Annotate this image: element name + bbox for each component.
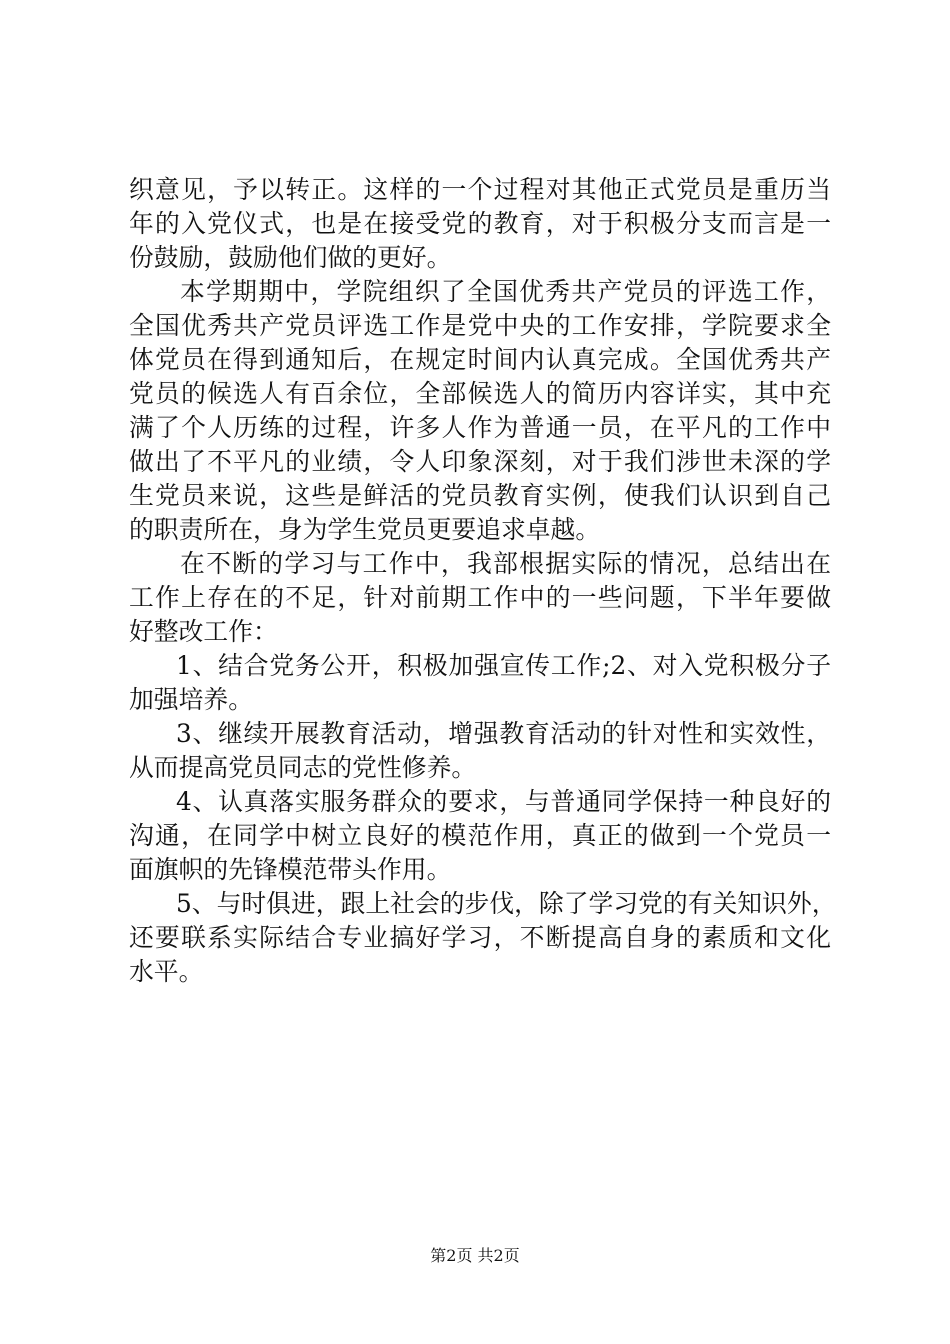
text-line: 满了个人历练的过程，许多人作为普通一员，在平凡的工作中	[129, 413, 831, 442]
text-line: 从而提高党员同志的党性修养。	[129, 753, 477, 782]
list-item-first-line: 1、结合党务公开，积极加强宣传工作;2、对入党积极分子	[176, 651, 831, 680]
text-line: 份鼓励，鼓励他们做的更好。	[129, 243, 452, 272]
text-line: 全国优秀共产党员评选工作是党中央的工作安排，学院要求全	[129, 311, 831, 340]
text-line: 好整改工作：	[129, 617, 278, 646]
text-line: 体党员在得到通知后，在规定时间内认真完成。全国优秀共产	[129, 345, 831, 374]
text-line: 做出了不平凡的业绩，令人印象深刻，对于我们涉世未深的学	[129, 447, 831, 476]
page-number-text: 第2页 共2页	[430, 1246, 520, 1265]
text-line: 工作上存在的不足，针对前期工作中的一些问题，下半年要做	[129, 583, 831, 612]
list-item-first-line: 4、认真落实服务群众的要求，与普通同学保持一种良好的	[176, 787, 831, 816]
list-item-first-line: 3、继续开展教育活动，增强教育活动的针对性和实效性，	[176, 719, 831, 748]
paragraph-first-line: 在不断的学习与工作中，我部根据实际的情况，总结出在	[180, 549, 831, 578]
text-line: 的职责所在，身为学生党员更要追求卓越。	[129, 515, 601, 544]
text-line: 党员的候选人有百余位，全部候选人的简历内容详实，其中充	[129, 379, 831, 408]
text-line: 面旗帜的先锋模范带头作用。	[129, 855, 452, 884]
paragraph-first-line: 本学期期中，学院组织了全国优秀共产党员的评选工作，	[180, 277, 831, 306]
page-footer	[0, 1245, 950, 1267]
text-line: 加强培养。	[129, 685, 253, 714]
text-line: 沟通，在同学中树立良好的模范作用，真正的做到一个党员一	[129, 821, 831, 850]
text-line: 织意见，予以转正。这样的一个过程对其他正式党员是重历当	[129, 175, 831, 204]
text-line: 生党员来说，这些是鲜活的党员教育实例，使我们认识到自己	[129, 481, 831, 510]
list-item-first-line: 5、与时俱进，跟上社会的步伐，除了学习党的有关知识外，	[176, 889, 837, 918]
text-line: 水平。	[129, 957, 204, 986]
text-line: 还要联系实际结合专业搞好学习，不断提高自身的素质和文化	[129, 923, 831, 952]
text-line: 年的入党仪式，也是在接受党的教育，对于积极分支而言是一	[129, 209, 831, 238]
